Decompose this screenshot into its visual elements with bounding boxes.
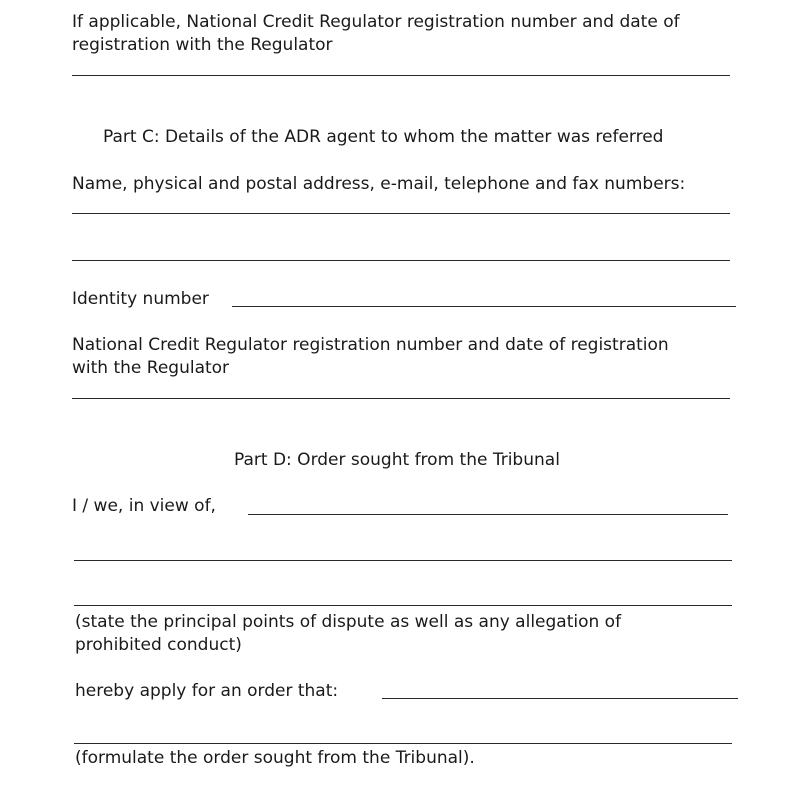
part-c-heading: Part C: Details of the ADR agent to whom the matter was referred [103, 127, 664, 147]
adr-ncr-registration-label-line-2: with the Regulator [72, 358, 230, 378]
dispute-field-line-2[interactable] [74, 605, 732, 606]
order-field-line-2[interactable] [74, 743, 732, 744]
adr-agent-contact-label: Name, physical and postal address, e-mail, telephone and fax numbers: [72, 174, 686, 194]
ncr-registration-label-line-2: registration with the Regulator [72, 35, 333, 55]
adr-ncr-registration-field-line[interactable] [72, 398, 730, 399]
identity-number-field-line[interactable] [232, 306, 736, 307]
adr-agent-contact-field-line-2[interactable] [72, 260, 730, 261]
identity-number-label: Identity number [72, 289, 209, 309]
dispute-field-line-1[interactable] [74, 560, 732, 561]
order-field-line-1[interactable] [382, 698, 738, 699]
order-note: (formulate the order sought from the Tribunal). [75, 748, 475, 768]
adr-agent-contact-field-line-1[interactable] [72, 213, 730, 214]
apply-for-order-label: hereby apply for an order that: [75, 681, 339, 701]
adr-ncr-registration-label-line-1: National Credit Regulator registration number and date of registration [72, 335, 669, 355]
in-view-of-label: I / we, in view of, [72, 496, 216, 516]
part-d-heading: Part D: Order sought from the Tribunal [234, 450, 560, 470]
ncr-registration-field-line[interactable] [72, 75, 730, 76]
dispute-note-line-2: prohibited conduct) [75, 635, 242, 655]
dispute-note-line-1: (state the principal points of dispute as well as any allegation of [75, 612, 622, 632]
in-view-of-field-line[interactable] [248, 514, 728, 515]
ncr-registration-label-line-1: If applicable, National Credit Regulator registration number and date of [72, 12, 680, 32]
